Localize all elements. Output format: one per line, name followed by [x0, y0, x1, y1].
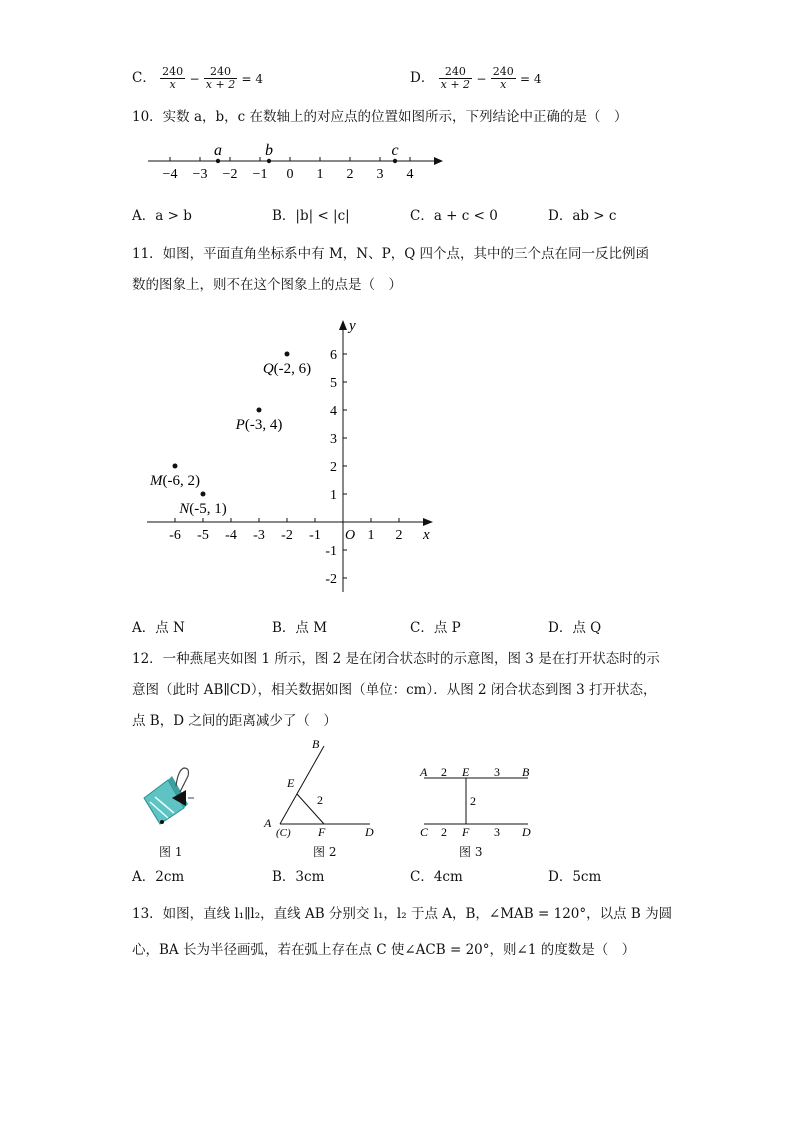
- q12-option-c[interactable]: C．4cm: [410, 869, 463, 885]
- number-line-point-label-c: c: [391, 142, 399, 159]
- q12-stem-line2: 意图（此时 AB∥CD），相关数据如图（单位：cm）．从图 2 闭合状态到图 3 打开状态，: [132, 682, 657, 698]
- number-line-point-a: [216, 159, 220, 163]
- q11-coordinate-graph: [130, 318, 450, 598]
- y-axis-label: y: [349, 318, 356, 334]
- fig3-label-b: B: [522, 765, 530, 779]
- fig3-len-ef: 2: [470, 794, 476, 808]
- fig3-label-e: E: [462, 765, 470, 779]
- figure-2-closed-diagram: [258, 736, 383, 840]
- point-Q: [285, 352, 290, 357]
- q11-option-c[interactable]: C．点 P: [410, 620, 461, 636]
- number-line-arrow: [434, 157, 443, 165]
- binder-clip-illustration: [138, 764, 198, 828]
- x-tick-label: 2: [395, 528, 403, 543]
- q10-option-c[interactable]: C．a + c < 0: [410, 208, 498, 224]
- x-tick-label: -1: [309, 528, 321, 543]
- caption-figure-2: 图 2: [313, 845, 337, 859]
- y-tick-label: 3: [330, 432, 337, 447]
- q11-stem-line1: 11．如图，平面直角坐标系中有 M，N、P，Q 四个点，其中的三个点在同一反比例函: [132, 246, 650, 262]
- fig2-label-d: D: [365, 825, 374, 839]
- x-tick-label: -5: [197, 528, 209, 543]
- fig2-label-c: (C): [276, 827, 291, 839]
- q10-option-b[interactable]: B．|b| < |c|: [272, 208, 350, 224]
- fig2-label-f: F: [318, 825, 326, 839]
- fig3-len-eb: 3: [494, 765, 500, 779]
- point-P: [257, 408, 262, 413]
- y-tick-label: 6: [330, 348, 337, 363]
- x-axis-label: x: [423, 527, 430, 543]
- number-line-tick-label: −2: [222, 167, 238, 182]
- point-label-M: M(-6, 2): [150, 473, 200, 489]
- x-tick-label: -2: [281, 528, 293, 543]
- q11-option-a[interactable]: A．点 N: [132, 620, 185, 636]
- number-line-tick-label: 1: [316, 167, 324, 182]
- q12-stem-line1: 12．一种燕尾夹如图 1 所示，图 2 是在闭合状态时的示意图，图 3 是在打开状态时的示: [132, 651, 660, 667]
- q12-option-b[interactable]: B．3cm: [272, 869, 325, 885]
- number-line-point-label-b: b: [265, 142, 273, 159]
- point-label-P: P(-3, 4): [235, 417, 283, 433]
- point-label-N: N(-5, 1): [179, 501, 227, 517]
- y-tick-label: 5: [330, 376, 337, 391]
- q13-stem-line2: 心，BA 长为半径画弧，若在弧上存在点 C 使∠ACB = 20°，则∠1 的度数是（ ）: [132, 942, 636, 958]
- y-tick-label: 4: [330, 404, 337, 419]
- fig2-label-a: A: [264, 816, 272, 830]
- q12-option-a[interactable]: A．2cm: [132, 869, 185, 885]
- fig3-label-d: D: [522, 825, 531, 839]
- fig3-label-c: C: [420, 825, 429, 839]
- number-line-point-label-a: a: [214, 142, 222, 159]
- figure-3-open-diagram: [414, 764, 538, 840]
- x-tick-label: -4: [225, 528, 237, 543]
- number-line-tick-label: −4: [162, 167, 178, 182]
- q12-stem-line3: 点 B，D 之间的距离减少了（ ）: [132, 713, 337, 729]
- point-label-Q: Q(-2, 6): [262, 361, 312, 377]
- fig3-len-fd: 3: [494, 825, 500, 839]
- q13-stem-line1: 13．如图，直线 l₁∥l₂，直线 AB 分别交 l₁，l₂ 于点 A，B，∠MAB = 120°，以点 B 为圆: [132, 906, 673, 922]
- y-tick-label: 2: [330, 460, 337, 475]
- x-tick-label: 1: [367, 528, 375, 543]
- number-line-tick-label: −3: [192, 167, 208, 182]
- number-line-tick-label: 2: [346, 167, 354, 182]
- number-line-tick-label: −1: [252, 167, 268, 182]
- caption-figure-3: 图 3: [459, 845, 483, 859]
- q11-option-d[interactable]: D．点 Q: [548, 620, 602, 636]
- q12-option-d[interactable]: D．5cm: [548, 869, 602, 885]
- x-tick-label: -6: [169, 528, 181, 543]
- q10-option-a[interactable]: A．a > b: [132, 208, 192, 224]
- q9-option-c[interactable]: C． $\frac{240}{x}$ − $\frac{240}{x + 2}$ = 4: [132, 65, 264, 91]
- fig2-label-b: B: [312, 737, 320, 751]
- number-line-tick-label: 0: [286, 167, 294, 182]
- y-tick-label: -1: [325, 544, 337, 559]
- number-line-tick-label: 3: [376, 167, 384, 182]
- point-N: [201, 492, 206, 497]
- caption-figure-1: 图 1: [159, 845, 183, 859]
- point-M: [173, 464, 178, 469]
- fig2-length: 2: [317, 793, 323, 807]
- x-tick-label: -3: [253, 528, 265, 543]
- fig2-label-e: E: [287, 776, 295, 790]
- q11-option-b[interactable]: B．点 M: [272, 620, 328, 636]
- x-axis-arrow: [423, 518, 433, 526]
- fig3-len-ae: 2: [441, 765, 447, 779]
- number-line-tick-label: 4: [406, 167, 414, 182]
- q10-number-line: [140, 138, 450, 186]
- fig3-len-cf: 2: [441, 825, 447, 839]
- origin-label: O: [345, 528, 356, 543]
- q10-option-d[interactable]: D．ab > c: [548, 208, 617, 224]
- number-line-point-c: [393, 159, 397, 163]
- q9-option-d[interactable]: D． $\frac{240}{x + 2}$ − $\frac{240}{x}$ = 4: [410, 65, 542, 91]
- fig3-label-a: A: [420, 765, 428, 779]
- y-tick-label: -2: [325, 572, 337, 587]
- number-line-point-b: [267, 159, 271, 163]
- q11-stem-line2: 数的图象上，则不在这个图象上的点是（ ）: [132, 277, 402, 293]
- q10-stem: 10．实数 a，b，c 在数轴上的对应点的位置如图所示，下列结论中正确的是（ ）: [132, 109, 628, 125]
- fig3-label-f: F: [462, 825, 470, 839]
- y-tick-label: 1: [330, 488, 337, 503]
- y-axis-arrow: [339, 320, 347, 330]
